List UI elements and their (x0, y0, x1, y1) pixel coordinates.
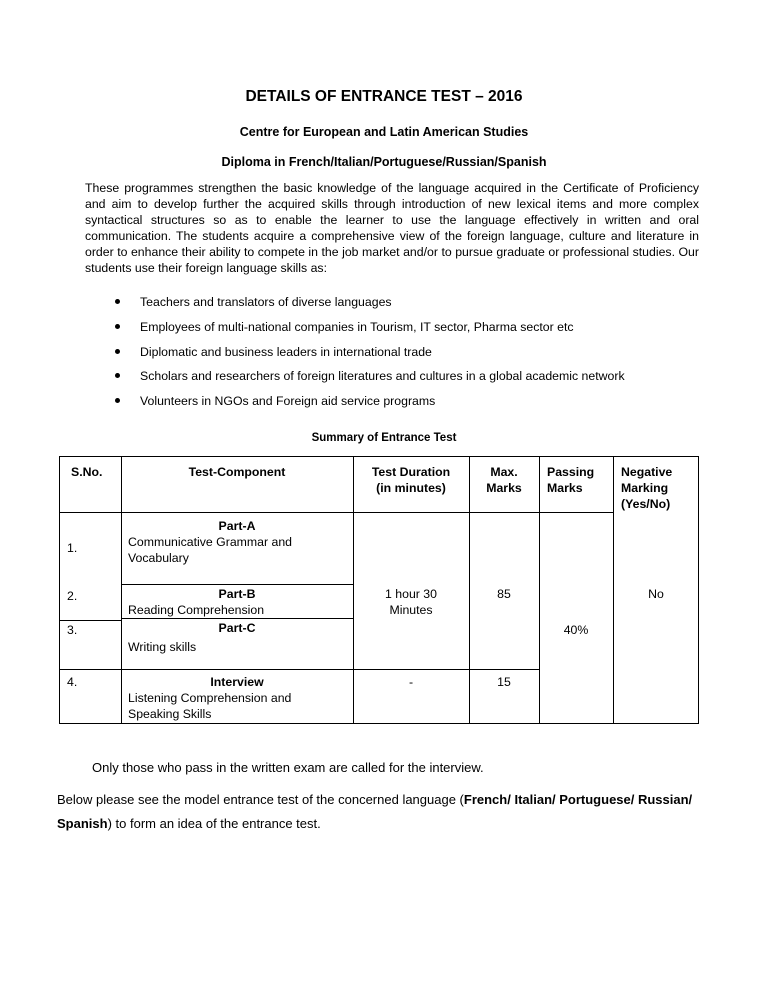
header-passing: Passing (547, 465, 595, 479)
header-duration-unit: (in minutes) (376, 481, 446, 495)
header-component: Test-Component (188, 465, 286, 479)
intro-paragraph: These programmes strengthen the basic knowledge of the language acquired in the Certificate of Proficiency and aim to develop further the acquired skills through introduction of new lexical items and more complex syntactical structures so as to enable the learner to use the language effectively in written and oral communication. The students acquire a comprehensive view of the foreign language, culture and literature in order to enhance their ability to compete in the job market and/or to pursue graduate or professional studies. Our students use their foreign language skills as: (85, 181, 699, 275)
interview-duration: - (408, 675, 414, 689)
programme-name: Diploma in French/Italian/Portuguese/Russian/Spanish (221, 155, 547, 169)
written-max-marks: 85 (497, 587, 511, 601)
table-border-top (59, 456, 699, 457)
row-4-part: Interview (210, 675, 264, 689)
negative-marking-value: No (648, 587, 664, 601)
passing-marks-value: 40% (563, 623, 589, 637)
row-2-desc: Reading Comprehension (128, 603, 265, 617)
column-divider (539, 456, 540, 724)
table-caption: Summary of Entrance Test (311, 432, 457, 444)
row-1-part: Part-A (218, 519, 256, 533)
header-duration: Test Duration (371, 465, 451, 479)
header-negative: Negative (621, 465, 673, 479)
table-border-left (59, 456, 60, 724)
written-duration-unit: Minutes (389, 603, 433, 617)
row-divider (59, 669, 539, 670)
languages-list: French/ Italian/ Portuguese/ Russian/ Spanish (57, 792, 693, 831)
row-3-part: Part-C (218, 621, 256, 635)
list-item: Teachers and translators of diverse languages (113, 294, 713, 319)
row-4-desc: Listening Comprehension and (128, 691, 292, 705)
closing-text-end: ) to form an idea of the entrance test. (107, 816, 321, 831)
header-max-marks: Marks (486, 481, 522, 495)
row-2-sno: 2. (67, 589, 78, 603)
career-list (113, 294, 713, 418)
list-item: Volunteers in NGOs and Foreign aid service programs (113, 393, 713, 418)
table-border-bottom (59, 723, 699, 724)
header-divider (59, 512, 613, 513)
row-divider (121, 584, 353, 585)
row-3-desc: Writing skills (128, 640, 197, 654)
row-4-desc-cont: Speaking Skills (128, 707, 212, 721)
row-divider (121, 618, 353, 619)
list-item: Employees of multi-national companies in Tourism, IT sector, Pharma sector etc (113, 319, 713, 344)
list-item: Diplomatic and business leaders in international trade (113, 344, 713, 369)
row-1-sno: 1. (67, 541, 78, 555)
row-4-sno: 4. (67, 675, 78, 689)
written-duration: 1 hour 30 (385, 587, 437, 601)
closing-text-start: Below please see the model entrance test of the concerned language ( (57, 792, 464, 807)
row-1-desc-cont: Vocabulary (128, 551, 189, 565)
document-title: DETAILS OF ENTRANCE TEST – 2016 (245, 88, 523, 105)
list-item: Scholars and researchers of foreign literatures and cultures in a global academic network (113, 368, 713, 393)
interview-max-marks: 15 (497, 675, 511, 689)
header-max: Max. (490, 465, 518, 479)
header-passing-marks: Marks (547, 481, 583, 495)
interview-note: Only those who pass in the written exam are called for the interview. (92, 760, 484, 775)
closing-paragraph (57, 788, 737, 836)
header-sno: S.No. (71, 465, 103, 479)
header-negative-marking: Marking (621, 481, 669, 495)
row-2-part: Part-B (218, 587, 256, 601)
centre-name: Centre for European and Latin American Studies (239, 125, 529, 139)
header-negative-yesno: (Yes/No) (621, 497, 671, 511)
row-1-desc: Communicative Grammar and (128, 535, 293, 549)
row-divider (59, 620, 121, 621)
entrance-test-table (59, 456, 699, 724)
row-3-sno: 3. (67, 623, 78, 637)
